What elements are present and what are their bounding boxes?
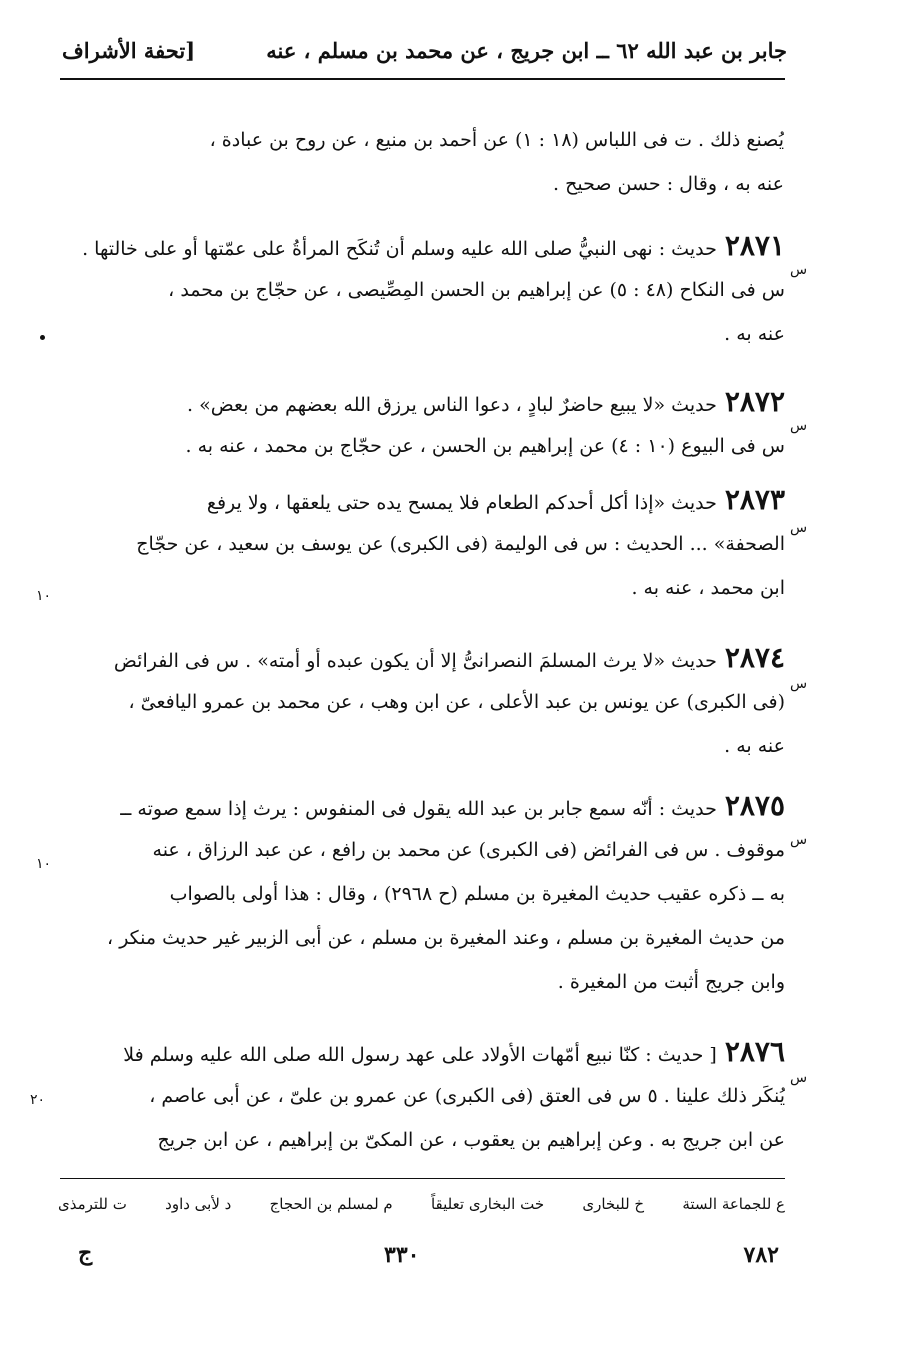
- sigla-legend: [58, 1195, 785, 1213]
- hadith-entry: [58, 478, 785, 610]
- hadith-entry: [58, 784, 785, 1004]
- siglum-mark: س: [790, 418, 808, 434]
- legend-item: خت البخارى تعليقاً: [430, 1195, 545, 1213]
- text-line: س فى النكاح (٤٨ : ٥) عن إبراهيم بن الحسن المِصِّيصى ، عن حجّاج بن محمد ،: [168, 279, 785, 301]
- siglum-mark: س: [790, 262, 808, 278]
- legend-item: خ للبخارى: [582, 1195, 645, 1213]
- header-rule: [60, 78, 785, 80]
- text-line: (فى الكبرى) عن يونس بن عبد الأعلى ، عن ابن وهب ، عن محمد بن عمرو اليافعىّ ،: [128, 691, 785, 713]
- footer-rule: [60, 1178, 785, 1179]
- hadith-entry: [58, 224, 785, 356]
- margin-line-number: ٢٠: [30, 1092, 46, 1108]
- text-line: من حديث المغيرة بن مسلم ، وعند المغيرة بن مسلم ، عن أبى الزبير غير حديث منكر ،: [107, 927, 785, 949]
- siglum-mark: س: [790, 520, 808, 536]
- text-line: حديث : أنّه سمع جابر بن عبد الله يقول فى المنفوس : يرث إذا سمع صوته ــ: [120, 798, 717, 820]
- running-header-book: [تحفة الأشراف: [62, 38, 196, 63]
- hadith-entry: [58, 636, 785, 768]
- siglum-mark: س: [790, 832, 808, 848]
- hadith-number: ٢٨٧٥: [724, 789, 785, 822]
- text-line: يُصنع ذلك . ت فى اللباس (١٨ : ١) عن أحمد بن منيع ، عن روح بن عبادة ،: [209, 129, 784, 151]
- text-line: حديث «إذا أكل أحدكم الطعام فلا يمسح يده حتى يلعقها ، ولا يرفع: [206, 492, 717, 514]
- hadith-number: ٢٨٧٢: [724, 385, 785, 418]
- siglum-mark: س: [790, 1070, 808, 1086]
- hadith-number: ٢٨٧٦: [724, 1035, 785, 1068]
- text-line: به ــ ذكره عقيب حديث المغيرة بن مسلم (ح ٢٩٦٨) ، وقال : هذا أولى بالصواب: [169, 883, 785, 905]
- legend-item: د لأبى داود: [165, 1195, 232, 1213]
- text-line: حديث «لا يرث المسلمَ النصرانىُّ إلا أن يكون عبده أو أمته» . س فى الفرائض: [113, 650, 717, 672]
- text-line: عن ابن جريج به . وعن إبراهيم بن يعقوب ، عن المكىّ بن إبراهيم ، عن ابن جريج: [157, 1129, 785, 1151]
- running-header-title: جابر بن عبد الله ٦٢ ــ ابن جريج ، عن محمد بن مسلم ، عنه: [266, 38, 787, 63]
- page-number: ٣٣٠: [384, 1242, 420, 1268]
- hadith-number: ٢٨٧١: [724, 229, 785, 262]
- entry-range-number: ٧٨٢: [743, 1242, 779, 1268]
- intro-paragraph: [58, 118, 784, 206]
- text-line: الصحفة» ... الحديث : س فى الوليمة (فى الكبرى) عن يوسف بن سعيد ، عن حجّاج: [136, 533, 785, 555]
- text-line: عنه به ، وقال : حسن صحيح .: [553, 173, 784, 195]
- text-line: يُنكَر ذلك علينا . ٥ س فى العتق (فى الكبرى) عن عمرو بن علىّ ، عن أبى عاصم ،: [149, 1085, 785, 1107]
- volume-mark: ج: [78, 1240, 93, 1266]
- margin-line-number: ١٠: [36, 856, 52, 872]
- hadith-entry: [58, 1030, 785, 1162]
- text-line: عنه به .: [724, 323, 785, 345]
- legend-item: ت للترمذى: [58, 1195, 127, 1213]
- text-line: موقوف . س فى الفرائض (فى الكبرى) عن محمد بن رافع ، عن عبد الرزاق ، عنه: [152, 839, 785, 861]
- hadith-entry: [58, 380, 785, 468]
- text-line: حديث : نهى النبيُّ صلى الله عليه وسلم أن تُنكَح المرأةُ على عمّتها أو على خالتها .: [82, 238, 717, 260]
- hadith-number: ٢٨٧٤: [724, 641, 785, 674]
- text-line: حديث «لا يبيع حاضرٌ لبادٍ ، دعوا الناس يرزق الله بعضهم من بعض» .: [187, 394, 717, 416]
- text-line: وابن جريج أثبت من المغيرة .: [557, 971, 785, 993]
- margin-dot: [40, 335, 45, 340]
- text-line: عنه به .: [724, 735, 785, 757]
- margin-line-number: ١٠: [36, 588, 52, 604]
- legend-item: م لمسلم بن الحجاج: [269, 1195, 393, 1213]
- text-line: س فى البيوع (١٠ : ٤) عن إبراهيم بن الحسن ، عن حجّاج بن محمد ، عنه به .: [185, 435, 785, 457]
- text-line: ابن محمد ، عنه به .: [631, 577, 785, 599]
- legend-item: ع للجماعة الستة: [682, 1195, 785, 1213]
- hadith-number: ٢٨٧٣: [724, 483, 785, 516]
- text-line: [ حديث : كنّا نبيع أمّهات الأولاد على عهد رسول الله صلى الله عليه وسلم فلا: [123, 1044, 717, 1066]
- siglum-mark: س: [790, 676, 808, 692]
